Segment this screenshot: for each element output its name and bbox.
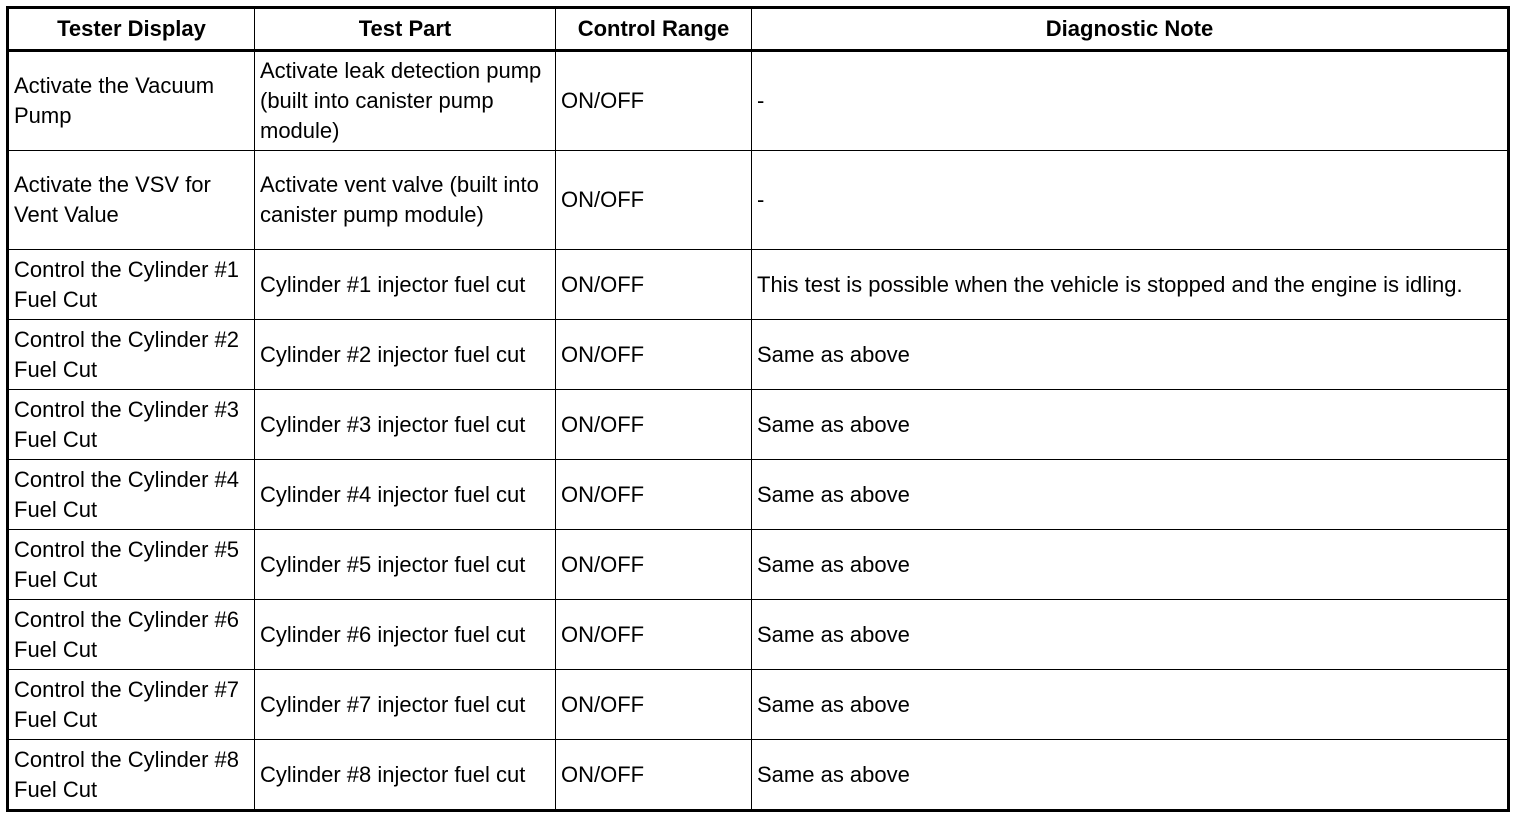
diagnostic-note-cell: Same as above	[752, 600, 1509, 670]
control-range-cell: ON/OFF	[556, 530, 752, 600]
table-row	[8, 740, 1509, 811]
table-row	[8, 320, 1509, 390]
header-diagnostic-note: Diagnostic Note	[752, 8, 1509, 51]
diagnostic-note-cell: -	[752, 51, 1509, 151]
table-row	[8, 460, 1509, 530]
control-range-cell: ON/OFF	[556, 51, 752, 151]
diagnostic-note-cell: -	[752, 151, 1509, 250]
tester-display-cell: Control the Cylinder #6 Fuel Cut	[8, 600, 255, 670]
diagnostic-note-cell: Same as above	[752, 320, 1509, 390]
header-control-range: Control Range	[556, 8, 752, 51]
table-row	[8, 670, 1509, 740]
test-part-cell: Cylinder #2 injector fuel cut	[255, 320, 556, 390]
table-row	[8, 390, 1509, 460]
control-range-cell: ON/OFF	[556, 600, 752, 670]
diagnostic-note-cell: Same as above	[752, 670, 1509, 740]
diagnostic-note-cell: Same as above	[752, 740, 1509, 811]
diagnostic-note-cell: Same as above	[752, 530, 1509, 600]
test-part-cell: Cylinder #4 injector fuel cut	[255, 460, 556, 530]
tester-display-cell: Control the Cylinder #8 Fuel Cut	[8, 740, 255, 811]
test-part-cell: Cylinder #1 injector fuel cut	[255, 250, 556, 320]
control-range-cell: ON/OFF	[556, 460, 752, 530]
tester-display-cell: Control the Cylinder #4 Fuel Cut	[8, 460, 255, 530]
table-row	[8, 530, 1509, 600]
control-range-cell: ON/OFF	[556, 320, 752, 390]
tester-display-cell: Control the Cylinder #5 Fuel Cut	[8, 530, 255, 600]
tester-display-cell: Control the Cylinder #3 Fuel Cut	[8, 390, 255, 460]
tester-display-cell: Activate the Vacuum Pump	[8, 51, 255, 151]
diagnostic-note-cell: Same as above	[752, 390, 1509, 460]
tester-display-cell: Control the Cylinder #1 Fuel Cut	[8, 250, 255, 320]
tester-display-cell: Activate the VSV for Vent Value	[8, 151, 255, 250]
diagnostic-note-cell: This test is possible when the vehicle is stopped and the engine is idling.	[752, 250, 1509, 320]
control-range-cell: ON/OFF	[556, 250, 752, 320]
header-tester-display: Tester Display	[8, 8, 255, 51]
table-row	[8, 250, 1509, 320]
control-range-cell: ON/OFF	[556, 740, 752, 811]
test-part-cell: Cylinder #7 injector fuel cut	[255, 670, 556, 740]
diagnostic-note-cell: Same as above	[752, 460, 1509, 530]
tester-display-cell: Control the Cylinder #2 Fuel Cut	[8, 320, 255, 390]
table-row	[8, 51, 1509, 151]
tester-display-cell: Control the Cylinder #7 Fuel Cut	[8, 670, 255, 740]
test-part-cell: Cylinder #6 injector fuel cut	[255, 600, 556, 670]
test-part-cell: Activate vent valve (built into canister pump module)	[255, 151, 556, 250]
header-test-part: Test Part	[255, 8, 556, 51]
test-part-cell: Activate leak detection pump (built into canister pump module)	[255, 51, 556, 151]
table-header-row	[8, 8, 1509, 51]
test-part-cell: Cylinder #8 injector fuel cut	[255, 740, 556, 811]
control-range-cell: ON/OFF	[556, 390, 752, 460]
test-part-cell: Cylinder #5 injector fuel cut	[255, 530, 556, 600]
control-range-cell: ON/OFF	[556, 151, 752, 250]
active-test-table	[6, 6, 1510, 812]
test-part-cell: Cylinder #3 injector fuel cut	[255, 390, 556, 460]
control-range-cell: ON/OFF	[556, 670, 752, 740]
table-row	[8, 600, 1509, 670]
table-row	[8, 151, 1509, 250]
